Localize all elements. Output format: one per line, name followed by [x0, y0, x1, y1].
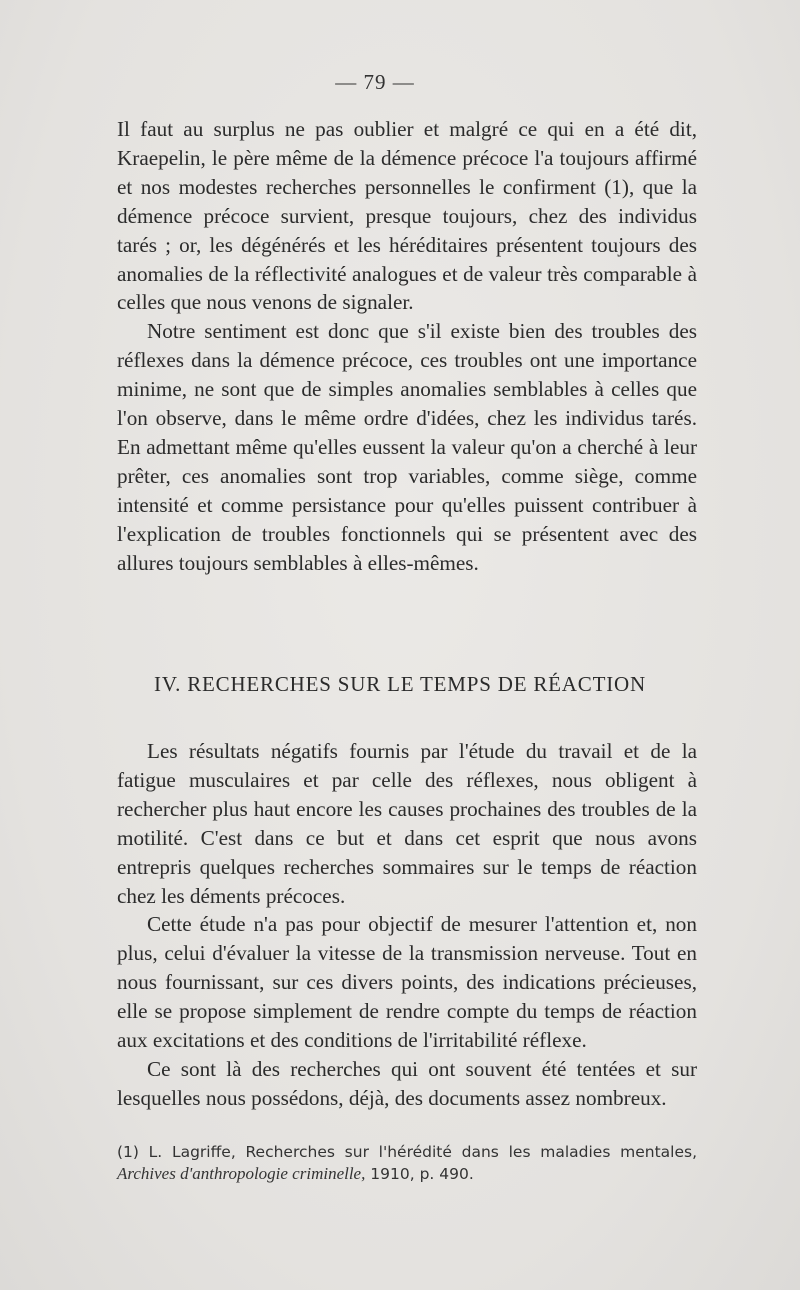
footnote-text: (1) L. Lagriffe, Recherches sur l'hérédité dans les maladies mentales, — [117, 1143, 697, 1161]
body-text-bottom — [117, 737, 697, 1113]
section-heading: IV. RECHERCHES SUR LE TEMPS DE RÉACTION — [154, 672, 646, 696]
footnote-tail: 1910, p. 490. — [365, 1165, 474, 1183]
paragraph: Les résultats négatifs fournis par l'étude du travail et de la fatigue musculaires et par celle des réflexes, nous obligent à rechercher plus haut encore les causes prochaines des troubles de la motilité. C'est dans ce but et dans cet esprit que nous avons entrepris quelques recherches sommaires sur le temps de réaction chez les déments précoces. — [117, 739, 697, 908]
paragraph: Il faut au surplus ne pas oublier et malgré ce qui en a été dit, Kraepelin, le père même de la démence précoce l'a toujours affirmé et nos modestes recherches personnelles le confirment (1), que la démence précoce survient, presque toujours, chez des individus tarés ; or, les dégénérés et les héréditaires présentent toujours des anomalies de la réflectivité analogues et de valeur très comparable à celles que nous venons de signaler. — [117, 117, 697, 315]
footnote — [117, 1141, 697, 1185]
footnote-journal: Archives d'anthropologie criminelle, — [117, 1164, 366, 1183]
body-text-top — [117, 115, 697, 578]
paragraph: Ce sont là des recherches qui ont souvent été tentées et sur lesquelles nous possédons, déjà, des documents assez nombreux. — [117, 1056, 697, 1110]
page-number: — 79 — — [335, 70, 415, 94]
paragraph: Cette étude n'a pas pour objectif de mesurer l'attention et, non plus, celui d'évaluer la vitesse de la transmission nerveuse. Tout en nous fournissant, sur ces divers points, des indications précieuses, elle se propose simplement de rendre compte du temps de réaction aux excitations et des conditions de l'irritabilité réflexe. — [117, 912, 697, 1053]
paragraph: Notre sentiment est donc que s'il existe bien des troubles des réflexes dans la démence précoce, ces troubles ont une importance minime, ne sont que de simples anomalies semblables à celles que l'on observe, dans le même ordre d'idées, chez les individus tarés. En admettant même qu'elles eussent la valeur qu'on a cherché à leur prêter, ces anomalies sont trop variables, comme siège, comme intensité et comme persistance pour qu'elles puissent contribuer à l'explication de troubles fonctionnels qui se présentent avec des allures toujours semblables à elles-mêmes. — [117, 319, 697, 575]
